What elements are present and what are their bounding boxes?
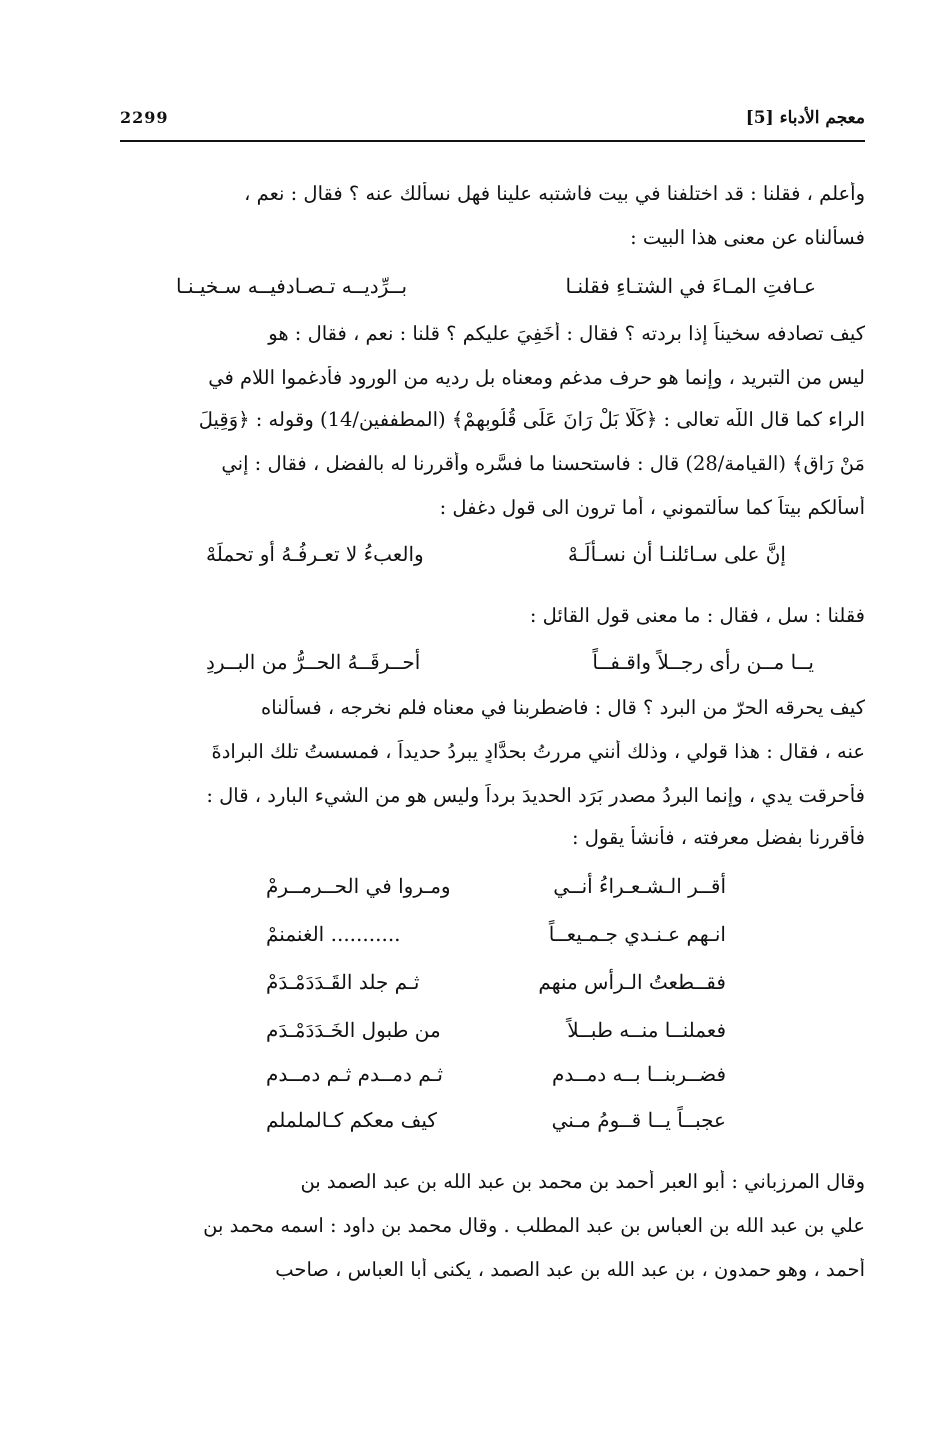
poem-hemistich-left: ........... الغنمنمْ bbox=[266, 922, 401, 946]
text-line: وأعلم ، فقلنا : قد اختلفنا في بيت فاشتبه علينا فهل نسألك عنه ؟ فقال : نعم ، bbox=[244, 182, 865, 205]
text-line: عنه ، فقال : هذا قولي ، وذلك أنني مررتُ بحدَّادٍ يبردُ حديداً ، فمسستُ تلك البرادةَ bbox=[211, 740, 865, 763]
running-title: معجم الأدباء [5] bbox=[745, 108, 865, 128]
verse-hemistich-left: بــرِّديــه تـصـادفيــه سـخيـنـا bbox=[176, 274, 408, 298]
text-line: كيف يحرقه الحرّ من البرد ؟ قال : فاضطربنا في معناه فلم نخرجه ، فسألناه bbox=[261, 696, 865, 719]
text-line: ليس من التبريد ، وإنما هو حرف مدغم ومعناه بل رِديه من الورود فأدغموا اللام في bbox=[208, 366, 865, 389]
poem-hemistich-right: أقــر الـشـعـراءُ أنــي bbox=[553, 874, 726, 898]
poem-hemistich-right: فضــربنــا بــه دمــدم bbox=[551, 1062, 726, 1086]
poem-hemistich-left: ثـم دمــدم ثـم دمــدم bbox=[266, 1062, 443, 1086]
poem-hemistich-right: فعملنــا منــه طبــلاً bbox=[567, 1018, 726, 1042]
poem-hemistich-left: من طبول الخَـدَدَمْـدَم bbox=[266, 1018, 441, 1042]
verse-hemistich-right: إنَّ على سـائلنـا أن نسـألَـهْ bbox=[567, 542, 786, 566]
poem-hemistich-left: ثـم جلد القَـدَدَمْـدَمْ bbox=[266, 970, 420, 994]
poem-hemistich-right: فقــطعتُ الـرأس منهم bbox=[538, 970, 726, 994]
text-line: فأحرقت يدي ، وإنما البردُ مصدر بَرَد الحديدَ برداً وليس هو من الشيء البارد ، قال : bbox=[206, 784, 865, 807]
text-line: فسألناه عن معنى هذا البيت : bbox=[630, 226, 865, 249]
verse-hemistich-right: عـافتِ المـاءَ في الشتـاءِ فقلنـا bbox=[565, 274, 816, 298]
verse-hemistich-left: أحــرقَــهُ الحــرُّ من البــردِ bbox=[206, 650, 421, 674]
page-header bbox=[120, 100, 865, 140]
text-line: أحمد ، وهو حمدون ، بن عبد الله بن عبد الصمد ، يكنى أبا العباس ، صاحب bbox=[275, 1258, 865, 1281]
page-number: 2299 bbox=[120, 108, 169, 127]
text-line: مَنْ رَاقٍ﴾ (القيامة/28) قال : فاستحسنا ما فسَّره وأقررنا له بالفضل ، فقال : إني bbox=[221, 452, 865, 475]
text-line: وقال المرزباني : أبو العبر أحمد بن محمد بن عبد الله بن عبد الصمد بن bbox=[300, 1170, 865, 1193]
text-line: علي بن عبد الله بن العباس بن عبد المطلب . وقال محمد بن داود : اسمه محمد بن bbox=[203, 1214, 865, 1237]
verse-hemistich-right: يــا مــن رأى رجــلاً واقـفــاً bbox=[592, 650, 814, 674]
text-line: فأقررنا بفضل معرفته ، فأنشأ يقول : bbox=[572, 826, 865, 849]
poem-hemistich-left: ومـروا في الحــرمــرمْ bbox=[266, 874, 451, 898]
header-rule bbox=[120, 140, 865, 142]
text-line: كيف تصادفه سخيناً إذا بردته ؟ فقال : أَخَفِيَ عليكم ؟ قلنا : نعم ، فقال : هو bbox=[268, 322, 865, 345]
text-line: أسألكم بيتاً كما سألتموني ، أما ترون الى قول دغفل : bbox=[439, 496, 865, 519]
poem-hemistich-right: انـهم عـنـدي جـمـيعــاً bbox=[548, 922, 726, 946]
poem-hemistich-left: كيف معكم كـالململم bbox=[266, 1108, 437, 1132]
text-line: الراء كما قال اللّه تعالى : ﴿كَلَّا بَلْ رَانَ عَلَى قُلُوبِهِمْ﴾ (المطففين/14) وقوله : ﴿وَقِيلَ bbox=[198, 408, 865, 431]
verse-hemistich-left: والعبءُ لا تعـرفُـهُ أو تحملَهْ bbox=[206, 542, 424, 566]
text-line: فقلنا : سل ، فقال : ما معنى قول القائل : bbox=[529, 604, 865, 627]
poem-hemistich-right: عجبــاً يــا قــومُ مـني bbox=[551, 1108, 726, 1132]
